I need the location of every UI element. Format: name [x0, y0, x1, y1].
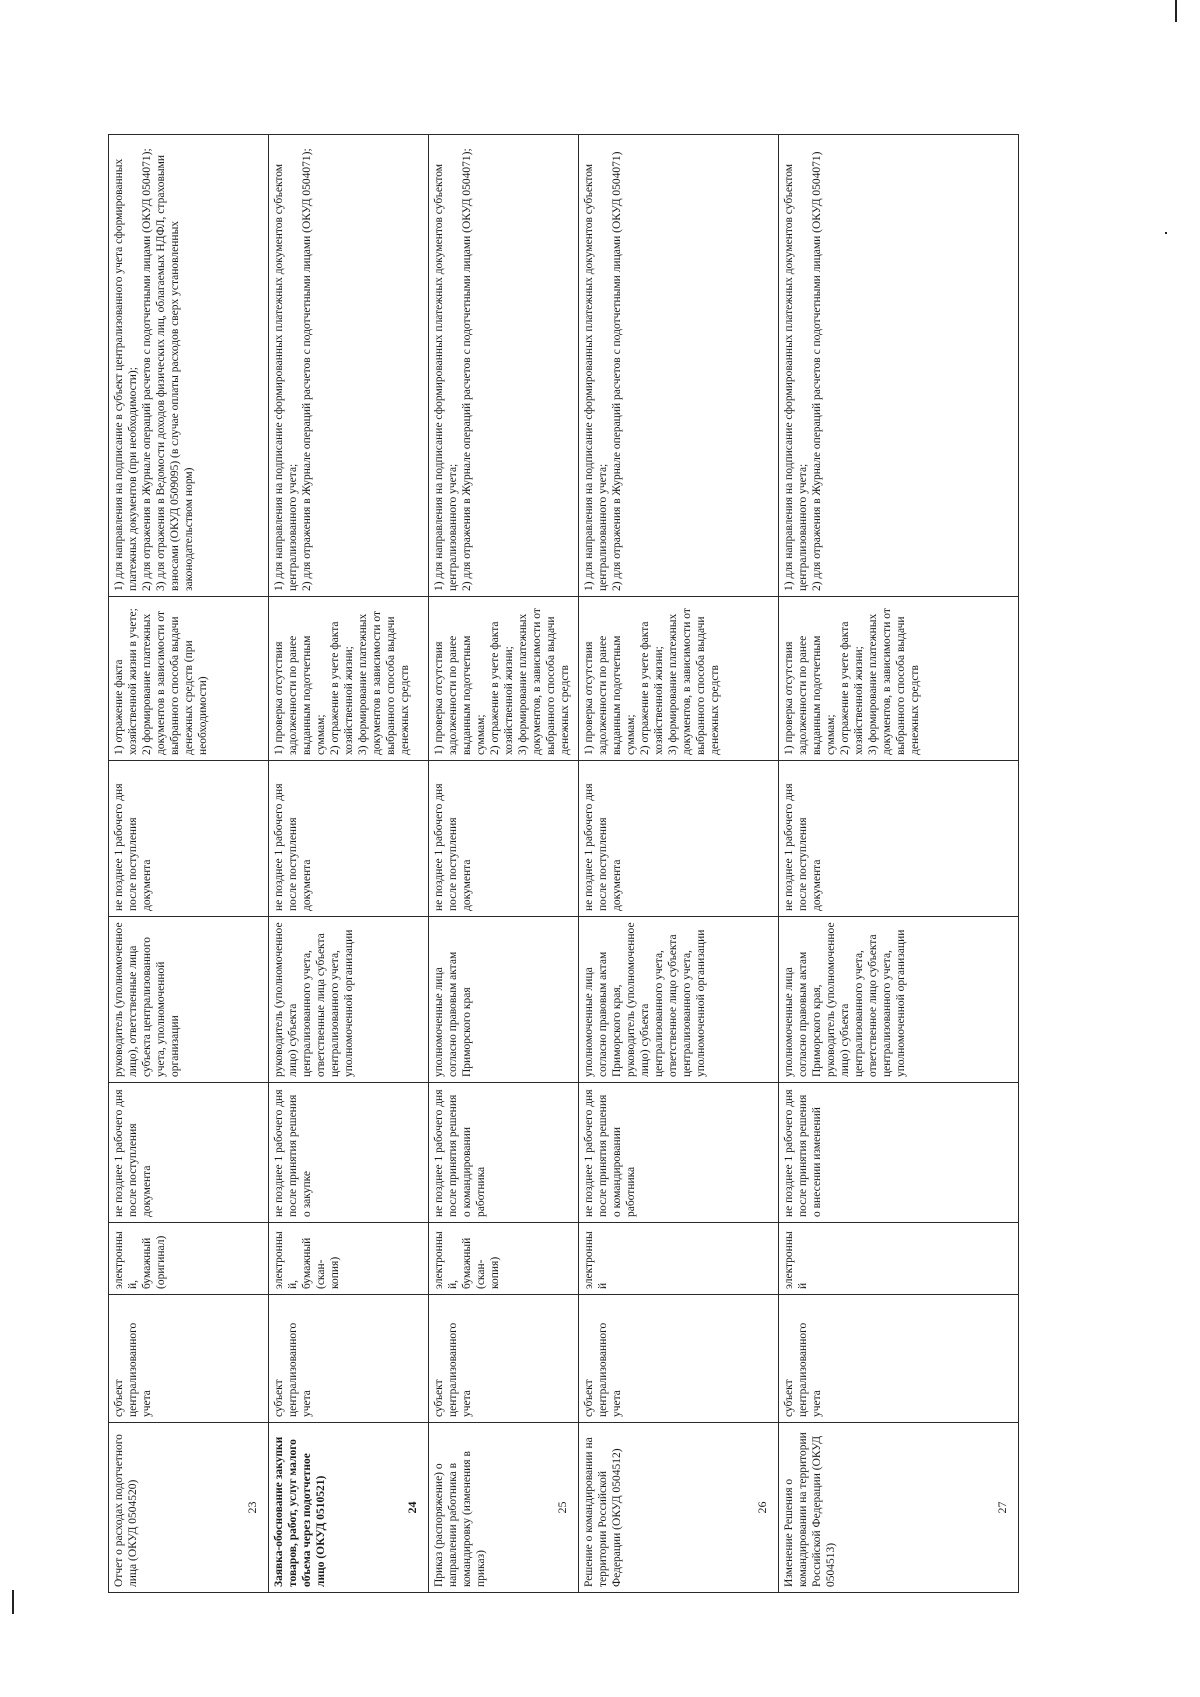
cell-creator: субъект централизованного учета — [779, 1295, 1019, 1423]
cell-document: Заявка-обоснование закупки товаров, работ, услуг малого объема через подотчетное лицо (ОКУД 0510521) 24 — [269, 1423, 429, 1593]
cell-form: электронный — [579, 1223, 779, 1295]
cell-document: Приказ (распоряжение) о направлении работника в командировку (изменения в приказ) 25 — [429, 1423, 579, 1593]
cell-purpose — [779, 135, 1019, 597]
rotated-table-area — [108, 135, 1018, 1593]
cell-creator: субъект централизованного учета — [579, 1295, 779, 1423]
cell-signer: руководитель (уполномоченное лицо) субъекта централизованного учета, ответственные лица субъекта централизованного учета, уполномоченной организации — [269, 917, 429, 1083]
action-line: 1) отражение факта хозяйственной жизни в учете; — [113, 608, 140, 755]
cell-deadline-process: не позднее 1 рабочего дня после поступления документа — [269, 761, 429, 917]
row-number: 25 — [555, 1501, 570, 1514]
cell-creator: субъект централизованного учета — [429, 1295, 579, 1423]
cell-purpose — [579, 135, 779, 597]
purpose-line: 2) для отражения в Журнале операций расчетов с подотчетными лицами (ОКУД 0504071); — [301, 148, 314, 591]
rotated-table-container — [108, 135, 1018, 1593]
cell-document: Отчет о расходах подотчетного лица (ОКУД 0504520) 23 — [109, 1423, 269, 1593]
purpose-line: 2) для отражения в Журнале операций расчетов с подотчетными лицами (ОКУД 0504071) — [811, 151, 824, 591]
row-number: 27 — [995, 1501, 1010, 1514]
action-line: 3) формирование платежных документов, в зависимости от выбранного способа выдачи денежных средств — [667, 608, 722, 755]
action-line: 2) формирование платежных документов в зависимости от выбранного способа выдачи денежных средств (при необходимости) — [141, 611, 210, 755]
action-line: 1) проверка отсутствия задолженности по ранее выданным подотчетным суммам; — [783, 635, 838, 755]
table-row — [269, 135, 429, 1593]
cell-actions — [579, 597, 779, 761]
purpose-line: 1) для направления на подписание сформированных платежных документов субъектом централизованного учета; — [783, 163, 810, 591]
cell-actions — [779, 597, 1019, 761]
cell-deadline-create: не позднее 1 рабочего дня после поступления документа — [109, 1083, 269, 1223]
cell-creator: субъект централизованного учета — [109, 1295, 269, 1423]
cell-deadline-create: не позднее 1 рабочего дня после принятия решения о командировании работника — [429, 1083, 579, 1223]
cell-signer: уполномоченные лица согласно правовым актам Приморского края — [429, 917, 579, 1083]
cell-deadline-create: не позднее 1 рабочего дня после принятия решения о закупке — [269, 1083, 429, 1223]
purpose-line: 3) для отражения в Ведомости доходов физических лиц, облагаемых НДФЛ, страховыми взносами (ОКУД 0509095) (в случае оплаты расходов сверх установленных законодательством норм) — [155, 154, 196, 591]
action-line: 1) проверка отсутствия задолженности по ранее выданным подотчетным суммам; — [433, 635, 488, 755]
cell-document: Изменение Решения о командировании на территории Российской Федерации (ОКУД 0504513) 27 — [779, 1423, 1019, 1593]
cell-actions — [429, 597, 579, 761]
cell-document: Решение о командировании на территории Российской Федерации (ОКУД 0504512) 26 — [579, 1423, 779, 1593]
cell-deadline-create: не позднее 1 рабочего дня после принятия решения о командировании работника — [579, 1083, 779, 1223]
row-number: 24 — [405, 1501, 420, 1514]
cell-deadline-process: не позднее 1 рабочего дня после поступления документа — [779, 761, 1019, 917]
action-line: 2) отражение в учете факта хозяйственной жизни; — [639, 621, 666, 755]
action-line: 2) отражение в учете факта хозяйственной жизни; — [329, 621, 356, 755]
cell-actions — [269, 597, 429, 761]
action-line: 3) формирование платежных документов в зависимости от выбранного способа выдачи денежных средств — [357, 611, 412, 755]
cell-signer: уполномоченные лица согласно правовым актам Приморского края, руководитель (уполномоченное лицо) субъекта централизованного учета, ответственное лицо субъекта централизованного учета, уполномоченной организации — [579, 917, 779, 1083]
table-row — [579, 135, 779, 1593]
cell-purpose — [109, 135, 269, 597]
document-table — [108, 134, 1019, 1593]
row-number: 26 — [755, 1501, 770, 1514]
cell-deadline-process: не позднее 1 рабочего дня после поступления документа — [109, 761, 269, 917]
purpose-line: 2) для отражения в Журнале операций расчетов с подотчетными лицами (ОКУД 0504071) — [611, 151, 624, 591]
purpose-line: 1) для направления на подписание сформированных платежных документов субъектом централизованного учета; — [583, 163, 610, 591]
purpose-line: 1) для направления на подписание в субъект централизованного учета сформированных платежных документов (при необходимости); — [113, 158, 140, 591]
cell-signer: уполномоченные лица согласно правовым актам Приморского края, руководитель (уполномоченное лицо) субъекта централизованного учета, ответственное лицо субъекта централизованного учета, уполномоченной организации — [779, 917, 1019, 1083]
table-row — [109, 135, 269, 1593]
cell-form: электронный, бумажный (скан-копия) — [429, 1223, 579, 1295]
scan-edge-mark-top — [1175, 0, 1177, 22]
action-line: 3) формирование платежных документов, в зависимости от выбранного способа выдачи денежных средств — [517, 608, 572, 755]
cell-actions — [109, 597, 269, 761]
action-line: 1) проверка отсутствия задолженности по ранее выданным подотчетным суммам; — [273, 635, 328, 755]
purpose-line: 2) для отражения в Журнале операций расчетов с подотчетными лицами (ОКУД 0504071); — [141, 148, 154, 591]
cell-signer: руководитель (уполномоченное лицо), ответственные лица субъекта централизованного учета, уполномоченной организации — [109, 917, 269, 1083]
row-number: 23 — [245, 1501, 260, 1514]
cell-form: электронный, бумажный (скан-копия) — [269, 1223, 429, 1295]
action-line: 3) формирование платежных документов, в зависимости от выбранного способа выдачи денежных средств — [867, 608, 922, 755]
purpose-line: 1) для направления на подписание сформированных платежных документов субъектом централизованного учета; — [273, 163, 300, 591]
cell-form: электронный — [779, 1223, 1019, 1295]
cell-deadline-process: не позднее 1 рабочего дня после поступления документа — [579, 761, 779, 917]
action-line: 2) отражение в учете факта хозяйственной жизни; — [839, 621, 866, 755]
cell-purpose — [429, 135, 579, 597]
table-row — [429, 135, 579, 1593]
cell-purpose — [269, 135, 429, 597]
cell-deadline-create: не позднее 1 рабочего дня после принятия решения о внесении изменений — [779, 1083, 1019, 1223]
action-line: 2) отражение в учете факта хозяйственной жизни; — [489, 621, 516, 755]
purpose-line: 2) для отражения в Журнале операций расчетов с подотчетными лицами (ОКУД 0504071); — [461, 148, 474, 591]
table-row — [779, 135, 1019, 1593]
cell-form: электронный, бумажный (оригинал) — [109, 1223, 269, 1295]
scan-speck — [1165, 232, 1167, 234]
scan-edge-mark-left — [12, 1590, 14, 1614]
purpose-line: 1) для направления на подписание сформированных платежных документов субъектом централизованного учета; — [433, 163, 460, 591]
cell-deadline-process: не позднее 1 рабочего дня после поступления документа — [429, 761, 579, 917]
action-line: 1) проверка отсутствия задолженности по ранее выданным подотчетным суммам; — [583, 635, 638, 755]
cell-creator: субъект централизованного учета — [269, 1295, 429, 1423]
